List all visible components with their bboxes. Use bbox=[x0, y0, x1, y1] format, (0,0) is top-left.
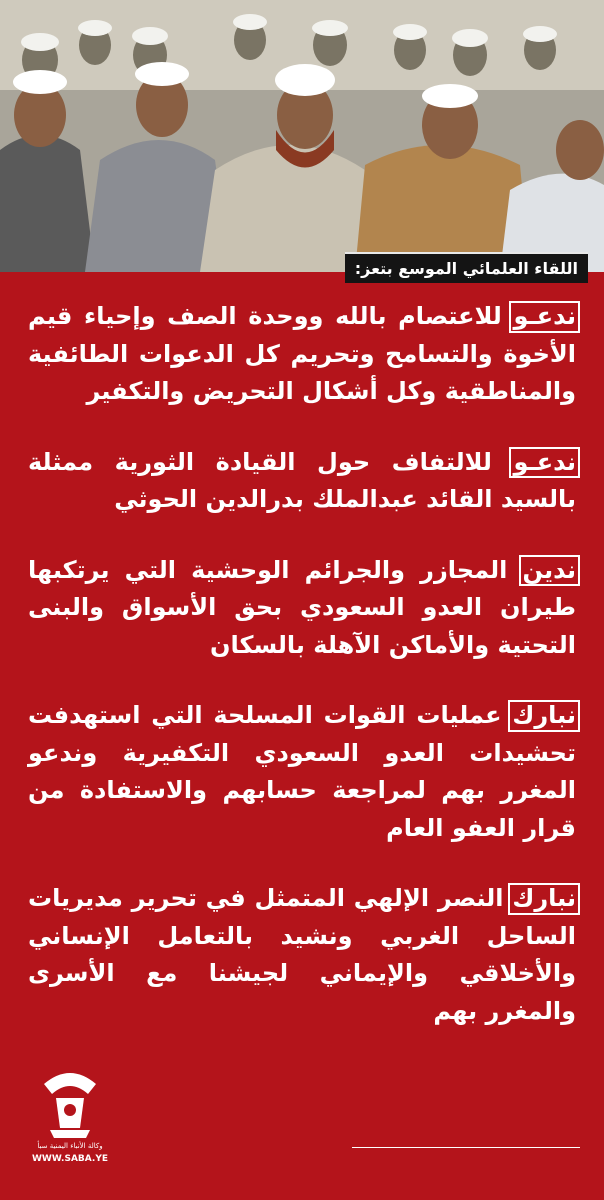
statement-lead: ندعـو bbox=[513, 444, 576, 482]
agency-name: وكالة الأنباء اليمنية سبأ bbox=[37, 1142, 103, 1150]
header-photo bbox=[0, 0, 604, 272]
statements bbox=[28, 298, 576, 1063]
statement-4 bbox=[28, 697, 576, 847]
photo-caption: اللقاء العلمائي الموسع بتعز: bbox=[345, 252, 588, 283]
statement-2 bbox=[28, 444, 576, 519]
statement-body: عمليات القوات المسلحة التي استهدفت تحشيدات العدو السعودي التكفيرية وندعو المغرر بهم لمراجعة حسابهم والاستفادة من قرار العفو العام bbox=[28, 701, 576, 842]
statement-lead: ندين bbox=[523, 552, 576, 590]
statement-3 bbox=[28, 552, 576, 665]
statement-body: النصر الإلهي المتمثل في تحرير مديريات الساحل الغربي ونشيد بالتعامل الإنساني والأخلاقي والإيماني لجيشنا مع الأسرى والمغرر بهم bbox=[28, 884, 576, 1025]
divider-line bbox=[352, 1147, 580, 1148]
statement-body: المجازر والجرائم الوحشية التي يرتكبها طيران العدو السعودي بحق الأسواق والبنى التحتية والأماكن الآهلة بالسكان bbox=[28, 555, 576, 659]
statement-lead: نبارك bbox=[512, 697, 576, 735]
statement-body: للاعتصام بالله ووحدة الصف وإحياء قيم الأخوة والتسامح وتحريم كل الدعوات الطائفية والمناطقية وكل أشكال التحريض والتكفير bbox=[28, 302, 576, 405]
statement-body: للالتفاف حول القيادة الثورية ممثلة بالسيد القائد عبدالملك بدرالدين الحوثي bbox=[28, 447, 576, 513]
audience-photo-illustration bbox=[0, 0, 604, 272]
statement-lead: ندعـو bbox=[513, 298, 576, 336]
statement-5 bbox=[28, 880, 576, 1030]
statement-1 bbox=[28, 298, 576, 411]
statement-lead: نبارك bbox=[512, 880, 576, 918]
agency-url: WWW.SABA.YE bbox=[32, 1154, 108, 1164]
